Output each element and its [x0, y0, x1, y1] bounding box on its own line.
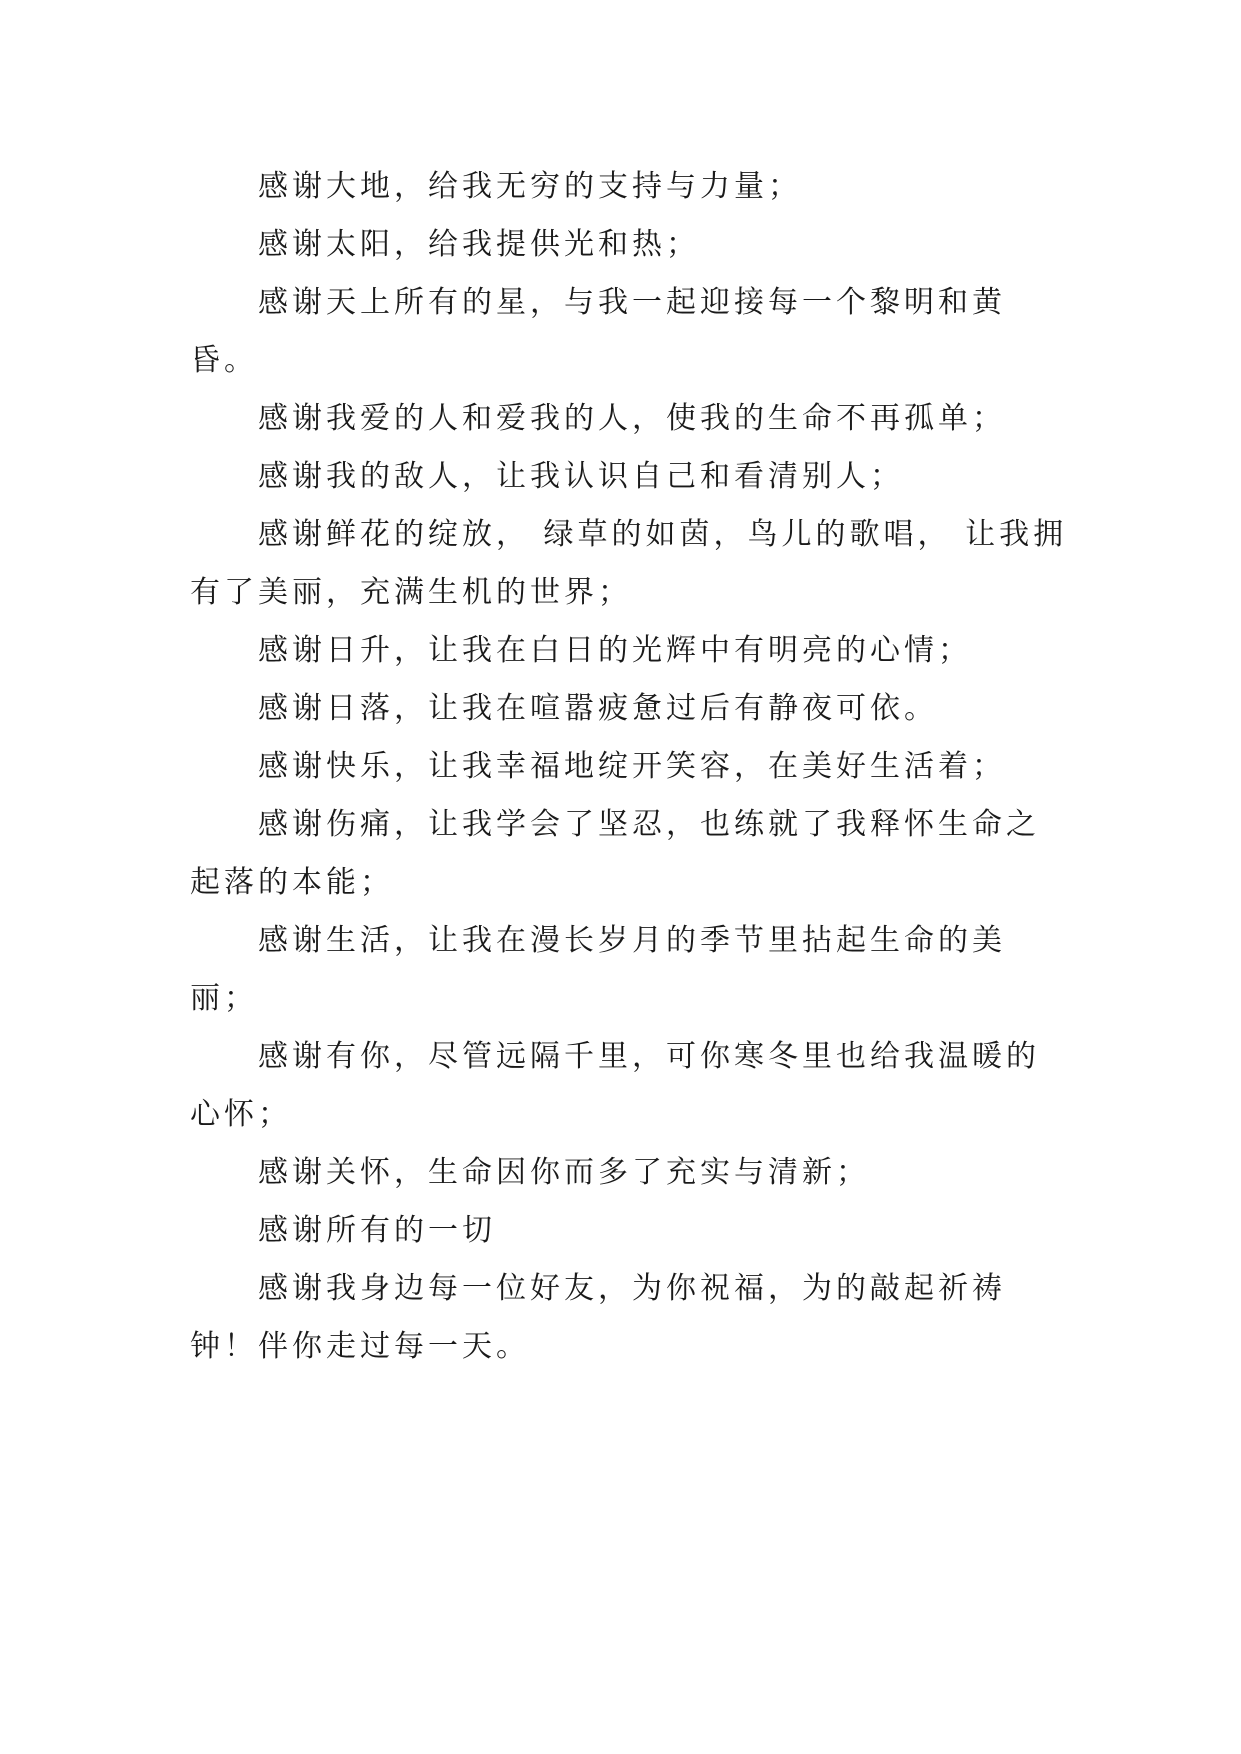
paragraph-11: 感谢生活，让我在漫长岁月的季节里拈起生命的美丽； — [190, 923, 1006, 1016]
document-body — [190, 158, 1070, 1376]
paragraph-9: 感谢快乐，让我幸福地绽开笑容，在美好生活着； — [258, 749, 1006, 784]
paragraph-8: 感谢日落，让我在喧嚣疲惫过后有静夜可依。 — [258, 691, 938, 726]
paragraph-13: 感谢关怀，生命因你而多了充实与清新； — [258, 1155, 870, 1190]
paragraph-6: 感谢鲜花的绽放， 绿草的如茵，鸟儿的歌唱， 让我拥有了美丽，充满生机的世界； — [190, 517, 1068, 610]
paragraph-3: 感谢天上所有的星，与我一起迎接每一个黎明和黄昏。 — [190, 285, 1006, 378]
paragraph-4: 感谢我爱的人和爱我的人，使我的生命不再孤单； — [258, 401, 1006, 436]
paragraph-5: 感谢我的敌人，让我认识自己和看清别人； — [258, 459, 904, 494]
paragraph-2: 感谢太阳，给我提供光和热； — [258, 227, 700, 262]
paragraph-1: 感谢大地，给我无穷的支持与力量； — [258, 169, 802, 204]
paragraph-14: 感谢所有的一切 — [258, 1213, 496, 1248]
paragraph-12: 感谢有你，尽管远隔千里，可你寒冬里也给我温暖的心怀； — [190, 1039, 1040, 1132]
paragraph-15: 感谢我身边每一位好友，为你祝福，为的敲起祈祷钟！伴你走过每一天。 — [190, 1271, 1006, 1364]
paragraph-7: 感谢日升，让我在白日的光辉中有明亮的心情； — [258, 633, 972, 668]
paragraph-10: 感谢伤痛，让我学会了坚忍，也练就了我释怀生命之起落的本能； — [190, 807, 1040, 900]
